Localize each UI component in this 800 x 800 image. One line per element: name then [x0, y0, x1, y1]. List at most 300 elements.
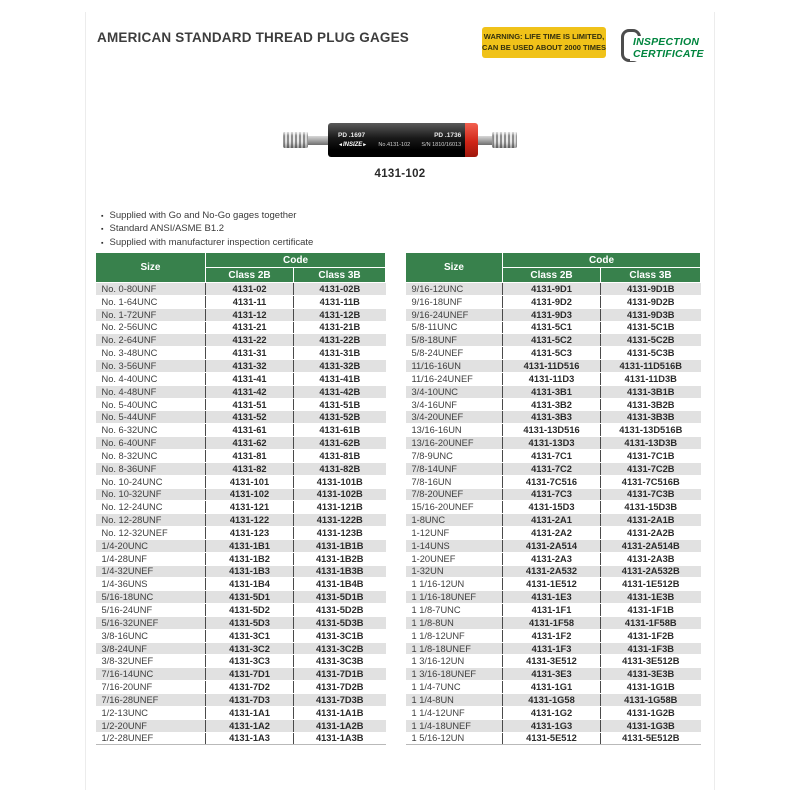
class-3b-code-cell: 4131-3E3B [601, 668, 701, 681]
class-3b-code-cell: 4131-2A514B [601, 539, 701, 552]
class-2b-code-cell: 4131-1E512 [503, 578, 601, 591]
class-2b-code-cell: 4131-11D3 [503, 372, 601, 385]
size-cell: No. 5-40UNC [96, 398, 206, 411]
class-3b-code-cell: 4131-5C2B [601, 334, 701, 347]
table-row [406, 283, 701, 296]
size-cell: 1 1/4-18UNEF [406, 719, 503, 732]
size-cell: 3/4-20UNEF [406, 411, 503, 424]
class-3b-code-cell: 4131-41B [294, 372, 386, 385]
size-column-header: Size [406, 253, 503, 283]
class-2b-code-cell: 4131-1F3 [503, 642, 601, 655]
size-cell: No. 12-28UNF [96, 514, 206, 527]
table-row [96, 462, 386, 475]
table-row [96, 475, 386, 488]
class-3b-code-cell: 4131-1A2B [294, 719, 386, 732]
warning-line-2: CAN BE USED ABOUT 2000 TIMES [482, 42, 606, 52]
class-2b-code-cell: 4131-62 [206, 437, 294, 450]
class-2b-code-cell: 4131-1B4 [206, 578, 294, 591]
class-2b-code-cell: 4131-5E512 [503, 732, 601, 745]
table-row [96, 719, 386, 732]
class-3b-code-cell: 4131-3C2B [294, 642, 386, 655]
class-2b-code-cell: 4131-2A1 [503, 514, 601, 527]
size-cell: No. 10-24UNC [96, 475, 206, 488]
table-row [406, 732, 701, 745]
class-2b-code-cell: 4131-12 [206, 308, 294, 321]
class-2b-code-cell: 4131-41 [206, 372, 294, 385]
class-3b-code-cell: 4131-42B [294, 385, 386, 398]
class-2b-code-cell: 4131-32 [206, 360, 294, 373]
size-cell: 1 1/4-12UNF [406, 706, 503, 719]
size-cell: 1/4-20UNC [96, 539, 206, 552]
class-2b-code-cell: 4131-101 [206, 475, 294, 488]
size-cell: 7/16-20UNF [96, 681, 206, 694]
table-row [96, 347, 386, 360]
class-2b-code-cell: 4131-7C516 [503, 475, 601, 488]
class-2b-code-cell: 4131-1A3 [206, 732, 294, 745]
feature-list [101, 209, 313, 249]
table-row [96, 539, 386, 552]
class-2b-code-cell: 4131-123 [206, 527, 294, 540]
size-cell: No. 0-80UNF [96, 283, 206, 296]
class-2b-code-cell: 4131-1A2 [206, 719, 294, 732]
table-row [406, 642, 701, 655]
size-cell: 1-14UNS [406, 539, 503, 552]
class-2b-code-cell: 4131-22 [206, 334, 294, 347]
table-row [96, 655, 386, 668]
size-cell: 7/8-14UNF [406, 462, 503, 475]
class-3b-code-cell: 4131-11D516B [601, 360, 701, 373]
class-3b-code-cell: 4131-15D3B [601, 501, 701, 514]
bullet-icon: ▪ [101, 213, 104, 220]
class-2b-code-cell: 4131-2A3 [503, 552, 601, 565]
size-cell: 1/4-32UNEF [96, 565, 206, 578]
class-3b-code-cell: 4131-9D2B [601, 295, 701, 308]
feature-item [101, 209, 313, 222]
table-header [96, 253, 386, 283]
class-3b-code-cell: 4131-32B [294, 360, 386, 373]
size-cell: 7/8-20UNEF [406, 488, 503, 501]
class-3b-code-cell: 4131-3B1B [601, 385, 701, 398]
size-cell: 1 5/16-12UN [406, 732, 503, 745]
size-cell: 3/8-16UNC [96, 629, 206, 642]
warning-line-1: WARNING: LIFE TIME IS LIMITED, [483, 32, 605, 42]
class-2b-code-cell: 4131-7C3 [503, 488, 601, 501]
class-2b-code-cell: 4131-5D2 [206, 604, 294, 617]
class-2b-code-cell: 4131-7D3 [206, 694, 294, 707]
class-3b-code-cell: 4131-31B [294, 347, 386, 360]
table-body [96, 283, 386, 745]
class-2b-code-cell: 4131-11 [206, 295, 294, 308]
table-body [406, 283, 701, 745]
class-3b-code-cell: 4131-13D3B [601, 437, 701, 450]
table-row [406, 655, 701, 668]
class-3b-code-cell: 4131-5D2B [294, 604, 386, 617]
size-cell: No. 8-36UNF [96, 462, 206, 475]
class-3b-code-cell: 4131-2A3B [601, 552, 701, 565]
class-2b-code-cell: 4131-1B1 [206, 539, 294, 552]
size-cell: No. 5-44UNF [96, 411, 206, 424]
size-cell: 13/16-20UNEF [406, 437, 503, 450]
class-2b-code-cell: 4131-3C3 [206, 655, 294, 668]
class-2b-column-header: Class 2B [503, 268, 601, 283]
size-cell: 15/16-20UNEF [406, 501, 503, 514]
table-row [96, 565, 386, 578]
class-2b-code-cell: 4131-121 [206, 501, 294, 514]
size-cell: 1 1/16-12UN [406, 578, 503, 591]
class-2b-code-cell: 4131-2A2 [503, 527, 601, 540]
size-cell: No. 10-32UNF [96, 488, 206, 501]
class-3b-code-cell: 4131-13D516B [601, 424, 701, 437]
go-thread-end [283, 132, 308, 148]
class-2b-code-cell: 4131-1G1 [503, 681, 601, 694]
table-row [96, 501, 386, 514]
table-row [406, 514, 701, 527]
certificate-text [630, 36, 704, 61]
class-3b-code-cell: 4131-9D1B [601, 283, 701, 296]
class-3b-code-cell: 4131-102B [294, 488, 386, 501]
table-row [406, 552, 701, 565]
size-cell: 1-32UN [406, 565, 503, 578]
size-cell: 1/4-36UNS [96, 578, 206, 591]
table-row [96, 385, 386, 398]
size-cell: No. 12-24UNC [96, 501, 206, 514]
table-row [96, 552, 386, 565]
bullet-icon: ▪ [101, 239, 104, 247]
class-3b-code-cell: 4131-1F58B [601, 616, 701, 629]
class-3b-code-cell: 4131-1G3B [601, 719, 701, 732]
size-cell: 1/4-28UNF [96, 552, 206, 565]
size-cell: 11/16-24UNEF [406, 372, 503, 385]
brand-logo: ◄ INSIZE ► [338, 142, 367, 148]
class-2b-code-cell: 4131-13D516 [503, 424, 601, 437]
class-2b-code-cell: 4131-42 [206, 385, 294, 398]
class-3b-code-cell: 4131-1E512B [601, 578, 701, 591]
pd-right-label: PD .1736 [434, 132, 462, 139]
table-row [406, 424, 701, 437]
class-2b-code-cell: 4131-1G58 [503, 694, 601, 707]
table-row [96, 398, 386, 411]
class-3b-code-cell: 4131-1G1B [601, 681, 701, 694]
size-cell: 9/16-18UNF [406, 295, 503, 308]
size-cell: 5/8-24UNEF [406, 347, 503, 360]
table-row [406, 668, 701, 681]
table-row [406, 437, 701, 450]
size-cell: 5/8-11UNC [406, 321, 503, 334]
table-row [96, 527, 386, 540]
class-2b-code-cell: 4131-81 [206, 449, 294, 462]
table-row [406, 681, 701, 694]
table-row [406, 308, 701, 321]
size-cell: 1-8UNC [406, 514, 503, 527]
class-2b-code-cell: 4131-1E3 [503, 591, 601, 604]
class-2b-code-cell: 4131-102 [206, 488, 294, 501]
class-2b-code-cell: 4131-7C2 [503, 462, 601, 475]
feature-text: Supplied with manufacturer inspection certificate [109, 236, 314, 248]
size-cell: 7/16-28UNEF [96, 694, 206, 707]
table-row [96, 424, 386, 437]
class-2b-code-cell: 4131-3B3 [503, 411, 601, 424]
table-row [96, 449, 386, 462]
table-row [96, 334, 386, 347]
table-row [96, 411, 386, 424]
table-row [406, 604, 701, 617]
size-cell: No. 6-32UNC [96, 424, 206, 437]
warning-badge [482, 27, 606, 58]
class-3b-code-cell: 4131-51B [294, 398, 386, 411]
code-column-header: Code [503, 253, 701, 268]
class-3b-code-cell: 4131-5C1B [601, 321, 701, 334]
size-cell: No. 1-72UNF [96, 308, 206, 321]
class-2b-code-cell: 4131-3E512 [503, 655, 601, 668]
table-row [406, 539, 701, 552]
class-2b-code-cell: 4131-9D3 [503, 308, 601, 321]
gage-shaft-right [478, 136, 492, 145]
class-2b-code-cell: 4131-13D3 [503, 437, 601, 450]
size-cell: 13/16-16UN [406, 424, 503, 437]
class-3b-code-cell: 4131-2A1B [601, 514, 701, 527]
table-row [96, 732, 386, 745]
class-3b-code-cell: 4131-7D3B [294, 694, 386, 707]
class-3b-code-cell: 4131-11D3B [601, 372, 701, 385]
table-row [406, 449, 701, 462]
class-3b-code-cell: 4131-62B [294, 437, 386, 450]
class-3b-code-cell: 4131-1B4B [294, 578, 386, 591]
class-2b-code-cell: 4131-51 [206, 398, 294, 411]
table-row [96, 372, 386, 385]
class-3b-code-cell: 4131-122B [294, 514, 386, 527]
feature-text: Standard ANSI/ASME B1.2 [109, 223, 225, 235]
inspection-certificate-logo [621, 27, 716, 65]
table-row [406, 411, 701, 424]
class-3b-code-cell: 4131-5D3B [294, 616, 386, 629]
class-3b-code-cell: 4131-12B [294, 308, 386, 321]
class-2b-code-cell: 4131-7C1 [503, 449, 601, 462]
class-3b-code-cell: 4131-5D1B [294, 591, 386, 604]
code-column-header: Code [206, 253, 386, 268]
class-2b-code-cell: 4131-5D1 [206, 591, 294, 604]
class-3b-code-cell: 4131-1B3B [294, 565, 386, 578]
class-2b-code-cell: 4131-15D3 [503, 501, 601, 514]
table-row [406, 462, 701, 475]
class-2b-code-cell: 4131-21 [206, 321, 294, 334]
table-row [406, 578, 701, 591]
class-3b-code-cell: 4131-02B [294, 283, 386, 296]
class-2b-code-cell: 4131-1G2 [503, 706, 601, 719]
class-2b-code-cell: 4131-1F58 [503, 616, 601, 629]
class-2b-code-cell: 4131-61 [206, 424, 294, 437]
size-cell: No. 2-64UNF [96, 334, 206, 347]
class-2b-code-cell: 4131-3B2 [503, 398, 601, 411]
bullet-icon: ▪ [101, 226, 104, 234]
table-row [96, 514, 386, 527]
class-2b-code-cell: 4131-3C1 [206, 629, 294, 642]
class-2b-code-cell: 4131-82 [206, 462, 294, 475]
class-3b-column-header: Class 3B [601, 268, 701, 283]
size-cell: 9/16-24UNEF [406, 308, 503, 321]
table-row [406, 706, 701, 719]
class-3b-code-cell: 4131-3E512B [601, 655, 701, 668]
class-2b-code-cell: 4131-5D3 [206, 616, 294, 629]
nogo-red-band [465, 123, 478, 157]
size-cell: 1 1/4-8UN [406, 694, 503, 707]
size-cell: No. 3-56UNF [96, 360, 206, 373]
class-2b-code-cell: 4131-11D516 [503, 360, 601, 373]
size-cell: 1 3/16-18UNEF [406, 668, 503, 681]
class-3b-code-cell: 4131-5C3B [601, 347, 701, 360]
class-3b-code-cell: 4131-52B [294, 411, 386, 424]
class-2b-code-cell: 4131-5C2 [503, 334, 601, 347]
table-row [96, 591, 386, 604]
size-cell: 3/8-24UNF [96, 642, 206, 655]
class-2b-code-cell: 4131-1B2 [206, 552, 294, 565]
size-code-table-right [405, 252, 701, 745]
class-3b-code-cell: 4131-1A3B [294, 732, 386, 745]
class-3b-code-cell: 4131-1F3B [601, 642, 701, 655]
size-cell: 3/4-10UNC [406, 385, 503, 398]
size-cell: 11/16-16UN [406, 360, 503, 373]
class-3b-code-cell: 4131-1B2B [294, 552, 386, 565]
class-3b-code-cell: 4131-1F1B [601, 604, 701, 617]
class-2b-code-cell: 4131-3E3 [503, 668, 601, 681]
table-row [96, 578, 386, 591]
table-row [406, 334, 701, 347]
class-3b-code-cell: 4131-2A532B [601, 565, 701, 578]
table-row [406, 694, 701, 707]
table-row [96, 308, 386, 321]
table-row [96, 706, 386, 719]
table-row [406, 527, 701, 540]
table-row [406, 565, 701, 578]
size-cell: No. 8-32UNC [96, 449, 206, 462]
table-header [406, 253, 701, 283]
size-cell: 5/16-24UNF [96, 604, 206, 617]
class-2b-code-cell: 4131-2A532 [503, 565, 601, 578]
class-3b-code-cell: 4131-1G58B [601, 694, 701, 707]
class-3b-code-cell: 4131-1E3B [601, 591, 701, 604]
size-cell: No. 3-48UNC [96, 347, 206, 360]
size-cell: 3/4-16UNF [406, 398, 503, 411]
table-row [406, 347, 701, 360]
feature-item [101, 236, 313, 249]
serial-number-label: S/N 1810/16013 [421, 142, 462, 148]
class-2b-code-cell: 4131-52 [206, 411, 294, 424]
table-row [96, 283, 386, 296]
class-2b-code-cell: 4131-5C1 [503, 321, 601, 334]
gage-shaft-left [308, 136, 328, 145]
product-photo [283, 117, 517, 163]
size-cell: 5/16-18UNC [96, 591, 206, 604]
class-2b-code-cell: 4131-9D1 [503, 283, 601, 296]
table-row [96, 668, 386, 681]
class-3b-code-cell: 4131-7C516B [601, 475, 701, 488]
size-cell: 1 1/16-18UNEF [406, 591, 503, 604]
certificate-line-1: INSPECTION [633, 36, 700, 48]
table-row [406, 591, 701, 604]
size-cell: 1/2-20UNF [96, 719, 206, 732]
size-cell: 5/8-18UNF [406, 334, 503, 347]
class-3b-code-cell: 4131-123B [294, 527, 386, 540]
class-3b-code-cell: 4131-21B [294, 321, 386, 334]
table-row [406, 295, 701, 308]
class-3b-code-cell: 4131-7C2B [601, 462, 701, 475]
size-cell: 1 1/8-12UNF [406, 629, 503, 642]
class-2b-column-header: Class 2B [206, 268, 294, 283]
table-row [406, 385, 701, 398]
table-row [406, 398, 701, 411]
table-row [96, 694, 386, 707]
class-3b-code-cell: 4131-7C3B [601, 488, 701, 501]
table-row [96, 616, 386, 629]
class-2b-code-cell: 4131-1F2 [503, 629, 601, 642]
class-2b-code-cell: 4131-7D1 [206, 668, 294, 681]
class-3b-code-cell: 4131-22B [294, 334, 386, 347]
size-cell: 1 3/16-12UN [406, 655, 503, 668]
class-2b-code-cell: 4131-31 [206, 347, 294, 360]
table-row [96, 437, 386, 450]
class-3b-code-cell: 4131-9D3B [601, 308, 701, 321]
class-3b-column-header: Class 3B [294, 268, 386, 283]
class-3b-code-cell: 4131-81B [294, 449, 386, 462]
class-3b-code-cell: 4131-3B3B [601, 411, 701, 424]
size-cell: 7/8-9UNC [406, 449, 503, 462]
size-cell: No. 2-56UNC [96, 321, 206, 334]
class-2b-code-cell: 4131-3B1 [503, 385, 601, 398]
class-2b-code-cell: 4131-9D2 [503, 295, 601, 308]
class-3b-code-cell: 4131-101B [294, 475, 386, 488]
table-row [96, 604, 386, 617]
table-row [96, 295, 386, 308]
table-row [406, 629, 701, 642]
size-cell: 3/8-32UNEF [96, 655, 206, 668]
class-3b-code-cell: 4131-61B [294, 424, 386, 437]
class-3b-code-cell: 4131-1A1B [294, 706, 386, 719]
size-cell: No. 4-40UNC [96, 372, 206, 385]
size-cell: 1-20UNEF [406, 552, 503, 565]
size-cell: 9/16-12UNC [406, 283, 503, 296]
size-cell: No. 6-40UNF [96, 437, 206, 450]
table-row [96, 629, 386, 642]
size-column-header: Size [96, 253, 206, 283]
size-cell: 7/8-16UN [406, 475, 503, 488]
class-3b-code-cell: 4131-1B1B [294, 539, 386, 552]
table-row [96, 360, 386, 373]
class-2b-code-cell: 4131-2A514 [503, 539, 601, 552]
class-3b-code-cell: 4131-3B2B [601, 398, 701, 411]
size-cell: 7/16-14UNC [96, 668, 206, 681]
class-2b-code-cell: 4131-1A1 [206, 706, 294, 719]
product-model-label: 4131-102 [374, 168, 426, 180]
class-3b-code-cell: 4131-1G2B [601, 706, 701, 719]
class-3b-code-cell: 4131-2A2B [601, 527, 701, 540]
class-3b-code-cell: 4131-7C1B [601, 449, 701, 462]
gage-number-label: No.4131-102 [378, 142, 411, 148]
size-cell: 1/2-13UNC [96, 706, 206, 719]
table-row [406, 372, 701, 385]
feature-item [101, 222, 313, 235]
table-row [406, 616, 701, 629]
table-row [406, 475, 701, 488]
table-row [406, 719, 701, 732]
nogo-thread-end [492, 132, 517, 148]
class-3b-code-cell: 4131-7D1B [294, 668, 386, 681]
class-3b-code-cell: 4131-1F2B [601, 629, 701, 642]
page-title: AMERICAN STANDARD THREAD PLUG GAGES [97, 30, 410, 45]
class-2b-code-cell: 4131-1B3 [206, 565, 294, 578]
table-row [406, 360, 701, 373]
size-cell: 1/2-28UNEF [96, 732, 206, 745]
size-cell: No. 1-64UNC [96, 295, 206, 308]
feature-text: Supplied with Go and No-Go gages together [109, 210, 297, 221]
